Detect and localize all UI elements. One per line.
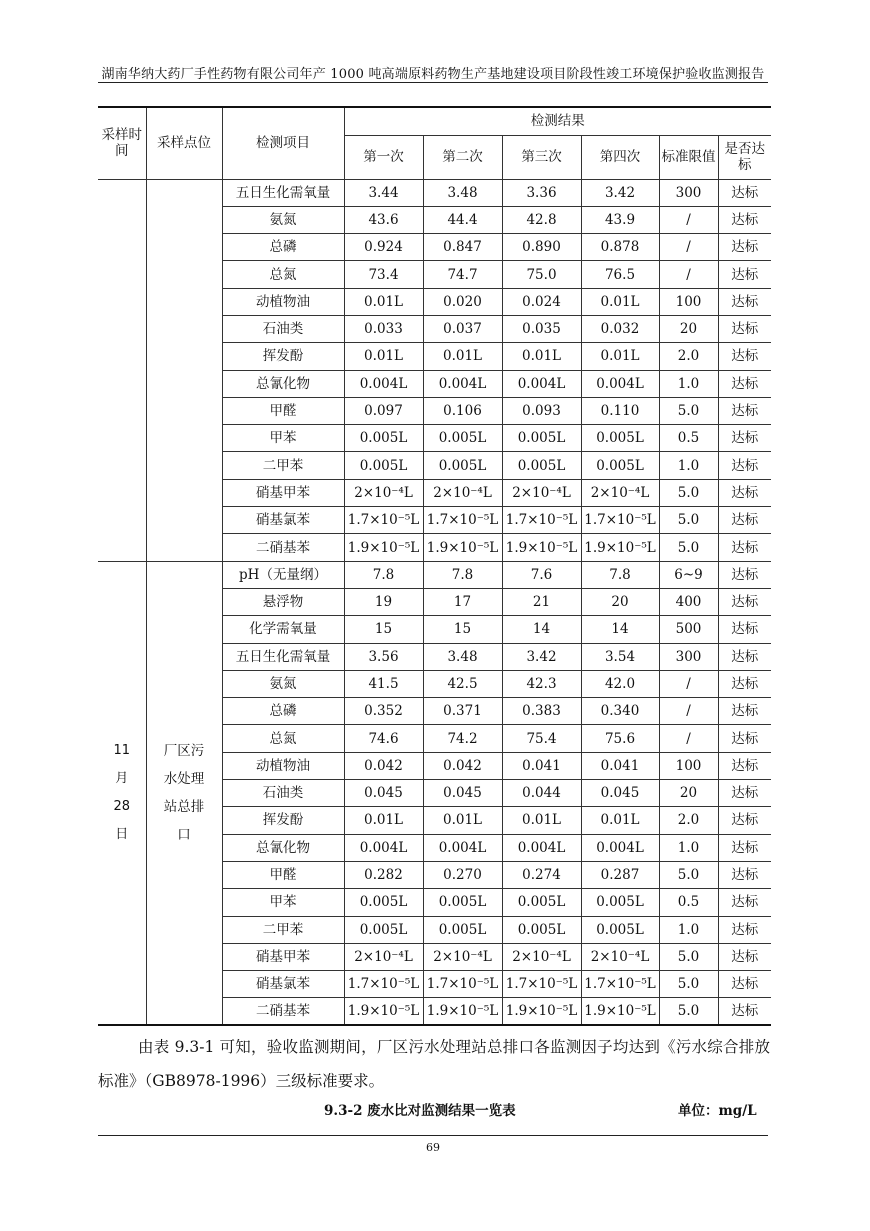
cell-v2: 42.5: [423, 670, 502, 697]
cell-v1: 1.7×10⁻⁵L: [344, 971, 423, 998]
cell-limit: 5.0: [659, 998, 718, 1025]
cell-v2: 7.8: [423, 561, 502, 588]
cell-ok: 达标: [718, 261, 771, 288]
cell-v1: 3.44: [344, 179, 423, 206]
cell-ok: 达标: [718, 643, 771, 670]
cell-v4: 2×10⁻⁴L: [581, 479, 659, 506]
cell-v2: 0.004L: [423, 834, 502, 861]
cell-v1: 0.01L: [344, 288, 423, 315]
cell-v3: 14: [502, 616, 581, 643]
cell-v3: 0.041: [502, 752, 581, 779]
cell-v3: 0.01L: [502, 343, 581, 370]
cell-limit: 1.0: [659, 370, 718, 397]
cell-ok: 达标: [718, 507, 771, 534]
cell-ok: 达标: [718, 998, 771, 1025]
cell-v4: 76.5: [581, 261, 659, 288]
cell-ok: 达标: [718, 452, 771, 479]
cell-v3: 42.8: [502, 206, 581, 233]
header-divider: [98, 82, 768, 83]
cell-v4: 20: [581, 588, 659, 615]
caption-title: 9.3-2 废水比对监测结果一览表: [324, 1103, 516, 1119]
cell-ok: 达标: [718, 561, 771, 588]
cell-v3: 0.890: [502, 234, 581, 261]
cell-ok: 达标: [718, 834, 771, 861]
cell-v2: 1.9×10⁻⁵L: [423, 534, 502, 561]
cell-v4: 0.01L: [581, 807, 659, 834]
cell-item: 总磷: [222, 698, 344, 725]
cell-v3: 0.005L: [502, 889, 581, 916]
sampling-point-cell: [146, 179, 222, 561]
header-limit: 标准限值: [659, 135, 718, 179]
cell-v1: 74.6: [344, 725, 423, 752]
cell-ok: 达标: [718, 370, 771, 397]
cell-v2: 15: [423, 616, 502, 643]
cell-item: 硝基氯苯: [222, 507, 344, 534]
cell-v4: 0.005L: [581, 916, 659, 943]
cell-v4: 0.340: [581, 698, 659, 725]
cell-v2: 2×10⁻⁴L: [423, 479, 502, 506]
cell-v2: 0.847: [423, 234, 502, 261]
cell-v2: 0.020: [423, 288, 502, 315]
cell-v3: 75.4: [502, 725, 581, 752]
cell-limit: 6~9: [659, 561, 718, 588]
cell-v4: 0.004L: [581, 834, 659, 861]
cell-v1: 0.282: [344, 861, 423, 888]
cell-item: 甲醛: [222, 861, 344, 888]
cell-v3: 0.035: [502, 315, 581, 342]
cell-v1: 2×10⁻⁴L: [344, 479, 423, 506]
cell-v1: 0.005L: [344, 889, 423, 916]
cell-item: 动植物油: [222, 288, 344, 315]
table-row: [98, 561, 771, 588]
cell-v4: 0.004L: [581, 370, 659, 397]
cell-limit: 5.0: [659, 479, 718, 506]
cell-ok: 达标: [718, 861, 771, 888]
page-header-title: 湖南华纳大药厂手性药物有限公司年产 1000 吨高端原料药物生产基地建设项目阶段性竣工环境保护验收监测报告: [101, 67, 765, 82]
cell-v1: 0.004L: [344, 370, 423, 397]
cell-v2: 0.005L: [423, 916, 502, 943]
cell-limit: /: [659, 234, 718, 261]
cell-v4: 3.42: [581, 179, 659, 206]
cell-v2: 0.004L: [423, 370, 502, 397]
cell-limit: /: [659, 261, 718, 288]
header-results: 检测结果: [344, 107, 771, 135]
cell-item: 悬浮物: [222, 588, 344, 615]
cell-v2: 3.48: [423, 643, 502, 670]
cell-ok: 达标: [718, 943, 771, 970]
cell-v4: 0.878: [581, 234, 659, 261]
cell-v3: 2×10⁻⁴L: [502, 943, 581, 970]
header-first: 第一次: [344, 135, 423, 179]
cell-v4: 0.110: [581, 397, 659, 424]
cell-v1: 0.005L: [344, 916, 423, 943]
sampling-point-name: 厂区污水处理站总排口: [163, 742, 205, 843]
cell-v3: 7.6: [502, 561, 581, 588]
cell-v1: 0.042: [344, 752, 423, 779]
cell-item: 总氰化物: [222, 834, 344, 861]
header-fourth: 第四次: [581, 135, 659, 179]
cell-ok: 达标: [718, 343, 771, 370]
cell-v4: 3.54: [581, 643, 659, 670]
cell-item: 化学需氧量: [222, 616, 344, 643]
cell-limit: 1.0: [659, 834, 718, 861]
cell-limit: /: [659, 670, 718, 697]
cell-v3: 0.044: [502, 780, 581, 807]
cell-limit: 20: [659, 780, 718, 807]
cell-ok: 达标: [718, 206, 771, 233]
cell-item: 二硝基苯: [222, 998, 344, 1025]
cell-limit: 300: [659, 643, 718, 670]
header-item: 检测项目: [222, 107, 344, 179]
cell-limit: 2.0: [659, 807, 718, 834]
cell-ok: 达标: [718, 889, 771, 916]
cell-limit: 5.0: [659, 397, 718, 424]
conclusion-paragraph: 由表 9.3-1 可知，验收监测期间，厂区污水处理站总排口各监测因子均达到《污水综合排放标准》（GB8978-1996）三级标准要求。: [98, 1038, 770, 1090]
cell-v4: 2×10⁻⁴L: [581, 943, 659, 970]
cell-v2: 3.48: [423, 179, 502, 206]
cell-item: 五日生化需氧量: [222, 179, 344, 206]
cell-v4: 75.6: [581, 725, 659, 752]
sampling-point-cell: [146, 561, 222, 1025]
cell-v1: 41.5: [344, 670, 423, 697]
cell-v1: 0.033: [344, 315, 423, 342]
cell-v3: 0.093: [502, 397, 581, 424]
cell-v1: 0.352: [344, 698, 423, 725]
cell-v3: 42.3: [502, 670, 581, 697]
cell-item: 氨氮: [222, 670, 344, 697]
cell-v1: 0.01L: [344, 343, 423, 370]
cell-v4: 0.005L: [581, 452, 659, 479]
cell-v1: 1.9×10⁻⁵L: [344, 998, 423, 1025]
cell-item: 动植物油: [222, 752, 344, 779]
cell-v2: 17: [423, 588, 502, 615]
cell-ok: 达标: [718, 780, 771, 807]
cell-limit: 1.0: [659, 452, 718, 479]
cell-ok: 达标: [718, 725, 771, 752]
cell-limit: 5.0: [659, 943, 718, 970]
cell-v2: 0.045: [423, 780, 502, 807]
cell-v3: 1.9×10⁻⁵L: [502, 534, 581, 561]
cell-v3: 1.9×10⁻⁵L: [502, 998, 581, 1025]
cell-ok: 达标: [718, 397, 771, 424]
cell-ok: 达标: [718, 179, 771, 206]
cell-v2: 1.9×10⁻⁵L: [423, 998, 502, 1025]
cell-v2: 0.270: [423, 861, 502, 888]
cell-ok: 达标: [718, 670, 771, 697]
cell-v3: 75.0: [502, 261, 581, 288]
cell-v3: 1.7×10⁻⁵L: [502, 971, 581, 998]
cell-item: pH（无量纲）: [222, 561, 344, 588]
cell-v2: 1.7×10⁻⁵L: [423, 507, 502, 534]
cell-v2: 74.2: [423, 725, 502, 752]
cell-item: 硝基氯苯: [222, 971, 344, 998]
cell-v1: 15: [344, 616, 423, 643]
cell-limit: 5.0: [659, 534, 718, 561]
cell-ok: 达标: [718, 971, 771, 998]
cell-v2: 0.01L: [423, 807, 502, 834]
cell-v3: 1.7×10⁻⁵L: [502, 507, 581, 534]
cell-v3: 0.005L: [502, 916, 581, 943]
cell-item: 挥发酚: [222, 807, 344, 834]
cell-limit: /: [659, 206, 718, 233]
cell-v4: 0.005L: [581, 889, 659, 916]
cell-v1: 2×10⁻⁴L: [344, 943, 423, 970]
cell-limit: 20: [659, 315, 718, 342]
cell-v4: 0.041: [581, 752, 659, 779]
table-row: [98, 179, 771, 206]
header-sampling-point: 采样点位: [146, 107, 222, 179]
cell-ok: 达标: [718, 534, 771, 561]
cell-v2: 0.042: [423, 752, 502, 779]
cell-limit: /: [659, 725, 718, 752]
cell-v1: 1.7×10⁻⁵L: [344, 507, 423, 534]
cell-v2: 0.005L: [423, 889, 502, 916]
cell-v2: 74.7: [423, 261, 502, 288]
header-compliant: 是否达标: [718, 135, 771, 179]
cell-v2: 0.005L: [423, 452, 502, 479]
cell-v4: 0.045: [581, 780, 659, 807]
cell-item: 石油类: [222, 315, 344, 342]
cell-limit: 300: [659, 179, 718, 206]
cell-v4: 0.01L: [581, 288, 659, 315]
cell-v4: 14: [581, 616, 659, 643]
cell-v3: 0.01L: [502, 807, 581, 834]
cell-item: 石油类: [222, 780, 344, 807]
cell-limit: 2.0: [659, 343, 718, 370]
cell-v3: 3.42: [502, 643, 581, 670]
cell-ok: 达标: [718, 698, 771, 725]
cell-v3: 21: [502, 588, 581, 615]
cell-v3: 0.004L: [502, 834, 581, 861]
cell-v2: 0.01L: [423, 343, 502, 370]
cell-limit: 1.0: [659, 916, 718, 943]
sampling-date: 11 月 28 日: [113, 742, 131, 842]
cell-ok: 达标: [718, 234, 771, 261]
cell-v4: 0.005L: [581, 425, 659, 452]
cell-v1: 19: [344, 588, 423, 615]
cell-limit: 5.0: [659, 971, 718, 998]
cell-v2: 0.371: [423, 698, 502, 725]
cell-v4: 0.01L: [581, 343, 659, 370]
cell-v3: 3.36: [502, 179, 581, 206]
cell-ok: 达标: [718, 479, 771, 506]
cell-item: 挥发酚: [222, 343, 344, 370]
cell-v2: 0.037: [423, 315, 502, 342]
cell-limit: /: [659, 698, 718, 725]
caption-unit: 单位：mg/L: [678, 1103, 757, 1119]
cell-v2: 2×10⁻⁴L: [423, 943, 502, 970]
cell-item: 硝基甲苯: [222, 943, 344, 970]
cell-item: 二硝基苯: [222, 534, 344, 561]
cell-v3: 0.274: [502, 861, 581, 888]
cell-v4: 7.8: [581, 561, 659, 588]
cell-v4: 1.7×10⁻⁵L: [581, 507, 659, 534]
sampling-time-cell: [98, 561, 146, 1025]
page-number: 69: [426, 1141, 440, 1154]
header-second: 第二次: [423, 135, 502, 179]
cell-v3: 0.004L: [502, 370, 581, 397]
cell-v3: 0.383: [502, 698, 581, 725]
cell-ok: 达标: [718, 752, 771, 779]
cell-ok: 达标: [718, 588, 771, 615]
cell-v3: 0.005L: [502, 425, 581, 452]
header-sampling-time: 采样时间: [98, 107, 146, 179]
cell-v1: 0.924: [344, 234, 423, 261]
cell-ok: 达标: [718, 916, 771, 943]
cell-v4: 0.287: [581, 861, 659, 888]
cell-v2: 44.4: [423, 206, 502, 233]
cell-item: 硝基甲苯: [222, 479, 344, 506]
cell-ok: 达标: [718, 315, 771, 342]
cell-item: 甲苯: [222, 425, 344, 452]
cell-v1: 3.56: [344, 643, 423, 670]
cell-v1: 0.01L: [344, 807, 423, 834]
cell-item: 总氰化物: [222, 370, 344, 397]
cell-v2: 0.005L: [423, 425, 502, 452]
cell-ok: 达标: [718, 807, 771, 834]
cell-v4: 42.0: [581, 670, 659, 697]
cell-item: 氨氮: [222, 206, 344, 233]
cell-v3: 2×10⁻⁴L: [502, 479, 581, 506]
cell-v1: 0.005L: [344, 452, 423, 479]
cell-item: 总磷: [222, 234, 344, 261]
cell-ok: 达标: [718, 288, 771, 315]
footer-divider: [98, 1135, 768, 1136]
cell-v4: 0.032: [581, 315, 659, 342]
cell-limit: 100: [659, 288, 718, 315]
cell-limit: 0.5: [659, 889, 718, 916]
cell-item: 甲苯: [222, 889, 344, 916]
cell-ok: 达标: [718, 616, 771, 643]
cell-limit: 0.5: [659, 425, 718, 452]
cell-v4: 1.9×10⁻⁵L: [581, 998, 659, 1025]
cell-limit: 5.0: [659, 507, 718, 534]
cell-v1: 0.045: [344, 780, 423, 807]
cell-v3: 0.005L: [502, 452, 581, 479]
cell-v1: 73.4: [344, 261, 423, 288]
cell-limit: 100: [659, 752, 718, 779]
cell-item: 五日生化需氧量: [222, 643, 344, 670]
cell-limit: 500: [659, 616, 718, 643]
cell-v2: 0.106: [423, 397, 502, 424]
cell-item: 二甲苯: [222, 916, 344, 943]
cell-item: 总氮: [222, 261, 344, 288]
cell-v1: 0.005L: [344, 425, 423, 452]
cell-item: 二甲苯: [222, 452, 344, 479]
cell-v1: 0.097: [344, 397, 423, 424]
cell-v4: 43.9: [581, 206, 659, 233]
cell-item: 甲醛: [222, 397, 344, 424]
cell-limit: 400: [659, 588, 718, 615]
monitoring-results-table: [98, 106, 771, 1026]
cell-v2: 1.7×10⁻⁵L: [423, 971, 502, 998]
cell-v3: 0.024: [502, 288, 581, 315]
cell-item: 总氮: [222, 725, 344, 752]
cell-limit: 5.0: [659, 861, 718, 888]
cell-v1: 7.8: [344, 561, 423, 588]
sampling-time-cell: [98, 179, 146, 561]
cell-v4: 1.9×10⁻⁵L: [581, 534, 659, 561]
cell-v1: 1.9×10⁻⁵L: [344, 534, 423, 561]
cell-ok: 达标: [718, 425, 771, 452]
cell-v1: 43.6: [344, 206, 423, 233]
header-third: 第三次: [502, 135, 581, 179]
cell-v1: 0.004L: [344, 834, 423, 861]
cell-v4: 1.7×10⁻⁵L: [581, 971, 659, 998]
